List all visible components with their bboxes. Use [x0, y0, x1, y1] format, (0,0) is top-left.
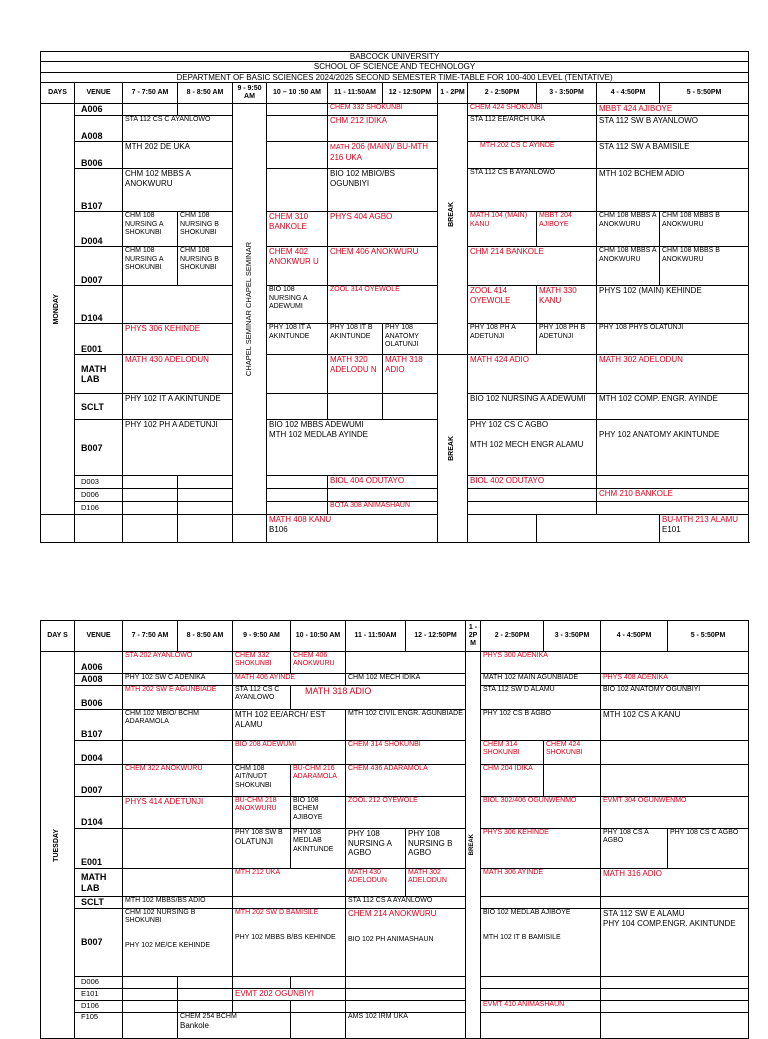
- venue-label: B006: [75, 142, 123, 169]
- course-cell: PHY 108 NURSING A AGBO: [346, 829, 406, 869]
- course-cell: MTH 212 UKA: [233, 869, 346, 897]
- course-cell: EVMT 202 OGUNBIYI: [233, 989, 346, 1001]
- course-cell: ZOOL 414 OYEWOLE: [468, 286, 537, 324]
- venue-label: A006: [75, 104, 123, 116]
- col-header-time: 10 – 10 :50 AM: [267, 83, 328, 104]
- course-cell: MATH 306 AYINDE: [481, 869, 601, 897]
- course-cell: STA 112 CS A AYANLOWO: [346, 897, 466, 909]
- course-cell: BIO 102 MEDLAB AJIBOYE MTH 102 IT B BAMISILE: [481, 909, 601, 977]
- venue-label: D104: [75, 286, 123, 324]
- course-cell: MATH 408 KANU B106: [267, 515, 438, 543]
- col-header-time: 11 - 11:50AM: [328, 83, 383, 104]
- course-cell: STA 202 AYANLOWO: [123, 652, 233, 674]
- venue-label: B007: [75, 909, 123, 977]
- course-cell: BIOL 404 ODUTAYO: [328, 476, 438, 489]
- course-cell: CHEM 310 BANKOLE: [267, 212, 328, 247]
- course-cell: CHEM 424 SHOKUNBI: [468, 104, 597, 116]
- break-band: BREAK: [438, 104, 468, 324]
- course-cell: MATH 302 ADELODUN: [406, 869, 466, 897]
- course-cell: MTH 102 COMP. ENGR. AYINDE: [597, 394, 749, 420]
- course-cell: MATH 302 ADELODUN: [597, 355, 749, 394]
- course-cell: CHEM 314 SHOKUNBI: [481, 741, 544, 765]
- course-cell: CHEM 314 SHOKUNBI: [346, 741, 466, 765]
- venue-label: D007: [75, 247, 123, 286]
- course-cell: MTH 202 SW E AGUNBIADE: [123, 686, 233, 710]
- course-cell: MATH 430 ADELODUN: [123, 355, 233, 394]
- col-header-days: DAYS: [41, 83, 75, 104]
- course-cell: CHM 108 NURSING A SHOKUNBI: [123, 247, 178, 286]
- course-cell: ZOOL 314 OYEWOLE: [328, 286, 438, 324]
- venue-label: MATH LAB: [75, 355, 123, 394]
- course-cell: BOTA 308 ANIMASHAUN: [328, 502, 438, 515]
- tuesday-timetable: [40, 620, 749, 1039]
- col-header-days: DAY S: [41, 621, 75, 652]
- course-cell: BIO 102 NURSING A ADEWUMI: [468, 394, 597, 420]
- venue-label: D006: [75, 489, 123, 502]
- course-cell: PHY 108 IT A AKINTUNDE: [267, 324, 328, 355]
- col-header-time: 4 - 4:50PM: [601, 621, 668, 652]
- course-cell: PHY 108 PH B ADETUNJI: [537, 324, 597, 355]
- course-cell: CHEM 214 ANOKWURU BIO 102 PH ANIMASHAUN: [346, 909, 466, 977]
- venue-label: B107: [75, 710, 123, 741]
- course-cell: PHYS 306 KEHINDE: [481, 829, 601, 869]
- course-cell: MTH 102 CS A KANU: [601, 710, 749, 741]
- col-header-time: 9 - 9:50 AM: [233, 621, 291, 652]
- monday-timetable: [40, 51, 749, 543]
- course-cell: CHEM 406 ANOKWURU: [328, 247, 438, 286]
- course-cell: CHM 108 NURSING B SHOKUNBI: [178, 212, 233, 247]
- course-cell: MBBT 204 AJIBOYE: [537, 212, 597, 247]
- course-cell: PHY 108 PH A ADETUNJI: [468, 324, 537, 355]
- course-cell: PHY 108 SW B OLATUNJI: [233, 829, 291, 869]
- course-cell: PHYS 408 ADENIKA: [601, 674, 749, 686]
- course-cell: STA 112 SW E ALAMU PHY 104 COMP.ENGR. AKINTUNDE: [601, 909, 749, 977]
- venue-label: E001: [75, 829, 123, 869]
- course-cell: MATH 102 MAIN AGUNBIADE: [481, 674, 601, 686]
- venue-label: D004: [75, 212, 123, 247]
- course-cell: CHM 108 MBBS B ANOKWURU: [660, 212, 749, 247]
- course-cell: PHYS 300 ADENIKA: [481, 652, 601, 674]
- course-cell: PHYS 102 (MAIN) KEHINDE: [597, 286, 749, 324]
- course-cell: CHM 108 NURSING B SHOKUNBI: [178, 247, 233, 286]
- course-cell: CHM 212 IDIKA: [328, 116, 438, 142]
- course-cell: MATH 330 KANU: [537, 286, 597, 324]
- venue-label: D106: [75, 502, 123, 515]
- course-cell: STA 112 CS C AYANLOWO: [233, 686, 291, 710]
- course-cell: CHEM 322 ANOKWURU: [123, 765, 233, 797]
- course-cell: PHY 108 CS C AGBO: [668, 829, 749, 869]
- course-cell: PHY 102 CS C AGBO MTH 102 MECH ENGR ALAMU: [468, 420, 597, 476]
- course-cell: CHEM 406 ANOKWURU: [291, 652, 346, 674]
- venue-label: E101: [75, 989, 123, 1001]
- course-cell: MATH 318 ADIO: [291, 686, 466, 710]
- course-cell: STA 112 EE/ARCH UKA: [468, 116, 597, 142]
- venue-label: D006: [75, 977, 123, 989]
- course-cell: MATH 424 ADIO: [468, 355, 597, 394]
- course-cell: CHM 102 NURSING B SHOKUNBI PHY 102 ME/CE KEHINDE: [123, 909, 233, 977]
- venue-label: SCLT: [75, 897, 123, 909]
- course-cell: MTH 202 SW D BAMISILE PHY 102 MBBS B/BS KEHINDE: [233, 909, 346, 977]
- course-cell: MTH 102 BCHEM ADIO: [597, 169, 749, 212]
- col-header-time: 7 - 7:50 AM: [123, 83, 178, 104]
- course-cell: MATH 320 ADELODU N: [328, 355, 383, 394]
- col-header-time: 12 - 12:50PM: [383, 83, 438, 104]
- course-cell: PHYS 306 KEHINDE: [123, 324, 233, 355]
- course-cell: CHEM 402 ANOKWUR U: [267, 247, 328, 286]
- break-band: BREAK: [466, 652, 481, 1039]
- venue-label: F105: [75, 1013, 123, 1039]
- venue-label: B007: [75, 420, 123, 476]
- course-cell: CHM 102 MBIO/ BCHM ADARAMOLA: [123, 710, 233, 741]
- course-cell: PHY 108 MEDLAB AKINTUNDE: [291, 829, 346, 869]
- break-band: BREAK: [438, 355, 468, 543]
- venue-label: D106: [75, 1001, 123, 1013]
- course-cell: STA 112 SW D ALAMU: [481, 686, 601, 710]
- course-cell: PHYS 414 ADETUNJI: [123, 797, 233, 829]
- course-cell: CHM 102 MBBS A ANOKWURU: [123, 169, 233, 212]
- course-cell: BU-CHM 216 ADARAMOLA: [291, 765, 346, 797]
- course-cell: CHM 214 BANKOLE: [468, 247, 597, 286]
- day-label-tuesday: TUESDAY: [41, 652, 75, 1039]
- course-cell: EVMT 304 OGUNWENMO: [601, 797, 749, 829]
- course-cell: CHM 102 MECH IDIKA: [346, 674, 466, 686]
- course-cell: PHY 102 CS B AGBO: [481, 710, 601, 741]
- col-header-time: 1 - 2PM: [438, 83, 468, 104]
- course-cell: BIO 102 MBBS ADEWUMI MTH 102 MEDLAB AYINDE: [267, 420, 438, 476]
- col-header-time: 1 - 2P M: [466, 621, 481, 652]
- course-cell: BIOL 402 ODUTAYO: [468, 476, 597, 489]
- col-header-time: 9 - 9:50 AM: [233, 83, 267, 104]
- course-cell: PHY 108 PHYS OLATUNJI: [597, 324, 749, 355]
- col-header-time: 7 - 7:50 AM: [123, 621, 178, 652]
- course-cell: CHEM 254 BCHM Bankole: [178, 1013, 291, 1039]
- col-header-time: 10 - 10:50 AM: [291, 621, 346, 652]
- col-header-time: 5 - 5:50PM: [668, 621, 749, 652]
- course-cell: PHY 108 CS A AGBO: [601, 829, 668, 869]
- venue-label: D104: [75, 797, 123, 829]
- course-cell: BU-MTH 213 ALAMU E101: [660, 515, 749, 543]
- col-header-time: 8 - 8:50 AM: [178, 83, 233, 104]
- course-cell: MATH 316 ADIO: [601, 869, 749, 897]
- col-header-time: 5 - 5:50PM: [660, 83, 749, 104]
- venue-label: A008: [75, 674, 123, 686]
- course-cell: CHM 210 BANKOLE: [597, 489, 749, 502]
- course-cell: STA 112 CS B AYANLOWO: [468, 169, 597, 212]
- day-label-monday: MONDAY: [41, 104, 75, 515]
- course-cell: CHM 108 MBBS A ANOKWURU: [597, 247, 660, 286]
- course-cell: BIO 108 NURSING A ADEWUMI: [267, 286, 328, 324]
- venue-label: SCLT: [75, 394, 123, 420]
- venue-label: D003: [75, 476, 123, 489]
- course-cell: BU-CHM 218 ANOKWURU: [233, 797, 291, 829]
- col-header-venue: VENUE: [75, 83, 123, 104]
- timetable-title: DEPARTMENT OF BASIC SCIENCES 2024/2025 SECOND SEMESTER TIME-TABLE FOR 100-400 LEVEL (TENTATIVE): [41, 72, 749, 82]
- course-cell: PHY 102 IT A AKINTUNDE: [123, 394, 233, 420]
- venue-label: A006: [75, 652, 123, 674]
- course-cell: PHY 108 NURSING B AGBO: [406, 829, 466, 869]
- course-cell: MATH 406 AYINDE: [233, 674, 346, 686]
- course-cell: BIO 102 MBIO/BS OGUNBIYI: [328, 169, 438, 212]
- course-cell: CHEM 436 ADARAMOLA: [346, 765, 466, 797]
- course-cell: CHM 204 IDIKA: [481, 765, 544, 797]
- course-cell: BIO 108 BCHEM AJIBOYE: [291, 797, 346, 829]
- col-header-time: 3 - 3:50PM: [544, 621, 601, 652]
- course-cell: MATH 318 ADIO: [383, 355, 438, 394]
- course-cell: PHY 108 IT B AKINTUNDE: [328, 324, 383, 355]
- course-cell: BIO 102 ANATOMY OGUNBIYI: [601, 686, 749, 710]
- course-cell: MTH 202 DE UKA: [123, 142, 233, 169]
- col-header-time: 12 - 12:50PM: [406, 621, 466, 652]
- venue-label: B006: [75, 686, 123, 710]
- col-header-time: 11 - 11:50AM: [346, 621, 406, 652]
- col-header-venue: VENUE: [75, 621, 123, 652]
- venue-label: MATH LAB: [75, 869, 123, 897]
- col-header-time: 8 - 8:50 AM: [178, 621, 233, 652]
- course-cell: CHM 108 AIT/NUDT SHOKUNBI: [233, 765, 291, 797]
- school-name: SCHOOL OF SCIENCE AND TECHNOLOGY: [41, 62, 749, 72]
- venue-label: D007: [75, 765, 123, 797]
- course-cell: BIO 208 ADEWUMI: [233, 741, 346, 765]
- venue-label: E001: [75, 324, 123, 355]
- course-cell: MATH 430 ADELODUN: [346, 869, 406, 897]
- col-header-time: 4 - 4:50PM: [597, 83, 660, 104]
- course-cell: PHY 108 ANATOMY OLATUNJI: [383, 324, 438, 355]
- course-cell: STA 112 SW A BAMISILE: [597, 142, 749, 169]
- university-name: BABCOCK UNIVERSITY: [41, 52, 749, 62]
- venue-label: B107: [75, 169, 123, 212]
- chapel-seminar-band: CHAPEL SEMINAR CHAPEL SEMINAR: [233, 104, 267, 515]
- course-cell: STA 112 CS C AYANLOWO: [123, 116, 233, 142]
- course-cell: MBBT 424 AJIBOYE: [597, 104, 749, 116]
- course-cell: CHEM 424 SHOKUNBI: [544, 741, 601, 765]
- course-cell: EVMT 410 ANIMASHAUN: [481, 1001, 601, 1013]
- course-cell: STA 112 SW B AYANLOWO: [597, 116, 749, 142]
- course-cell: CHEM 332 SHOKUNBI: [328, 104, 438, 116]
- course-cell: PHY 102 ANATOMY AKINTUNDE: [597, 420, 749, 476]
- course-cell: MTH 102 EE/ARCH/ EST ALAMU: [233, 710, 346, 741]
- course-cell: CHM 108 MBBS A ANOKWURU: [597, 212, 660, 247]
- course-cell: ZOOL 212 OYEWOLE: [346, 797, 466, 829]
- col-header-time: 3 - 3:50PM: [537, 83, 597, 104]
- course-cell: PHY 102 SW C ADENIKA: [123, 674, 233, 686]
- col-header-time: 2 - 2:50PM: [468, 83, 537, 104]
- course-cell: MTH 102 MBBS/BS ADIO: [123, 897, 233, 909]
- course-cell: PHYS 404 AGBO: [328, 212, 438, 247]
- course-cell: CHM 108 NURSING A SHOKUNBI: [123, 212, 178, 247]
- course-cell: MATH 104 (MAIN) KANU: [468, 212, 537, 247]
- course-cell: CHEM 332 SHOKUNBI: [233, 652, 291, 674]
- venue-label: D004: [75, 741, 123, 765]
- col-header-time: 2 - 2:50PM: [481, 621, 544, 652]
- course-cell: CHM 108 MBBS B ANOKWURU: [660, 247, 749, 286]
- course-cell: AMS 102 IRM UKA: [346, 1013, 466, 1039]
- course-cell: MATH 206 (MAIN)/ BU-MTH 216 UKA: [328, 142, 438, 169]
- venue-label: A008: [75, 116, 123, 142]
- course-cell: PHY 102 PH A ADETUNJI: [123, 420, 233, 476]
- course-cell: BIOL 302/406 OGUNWENMO: [481, 797, 601, 829]
- course-cell: MTH 102 CIVIL ENGR. AGUNBIADE: [346, 710, 466, 741]
- course-cell: MTH 202 CS C AYINDE: [468, 142, 597, 169]
